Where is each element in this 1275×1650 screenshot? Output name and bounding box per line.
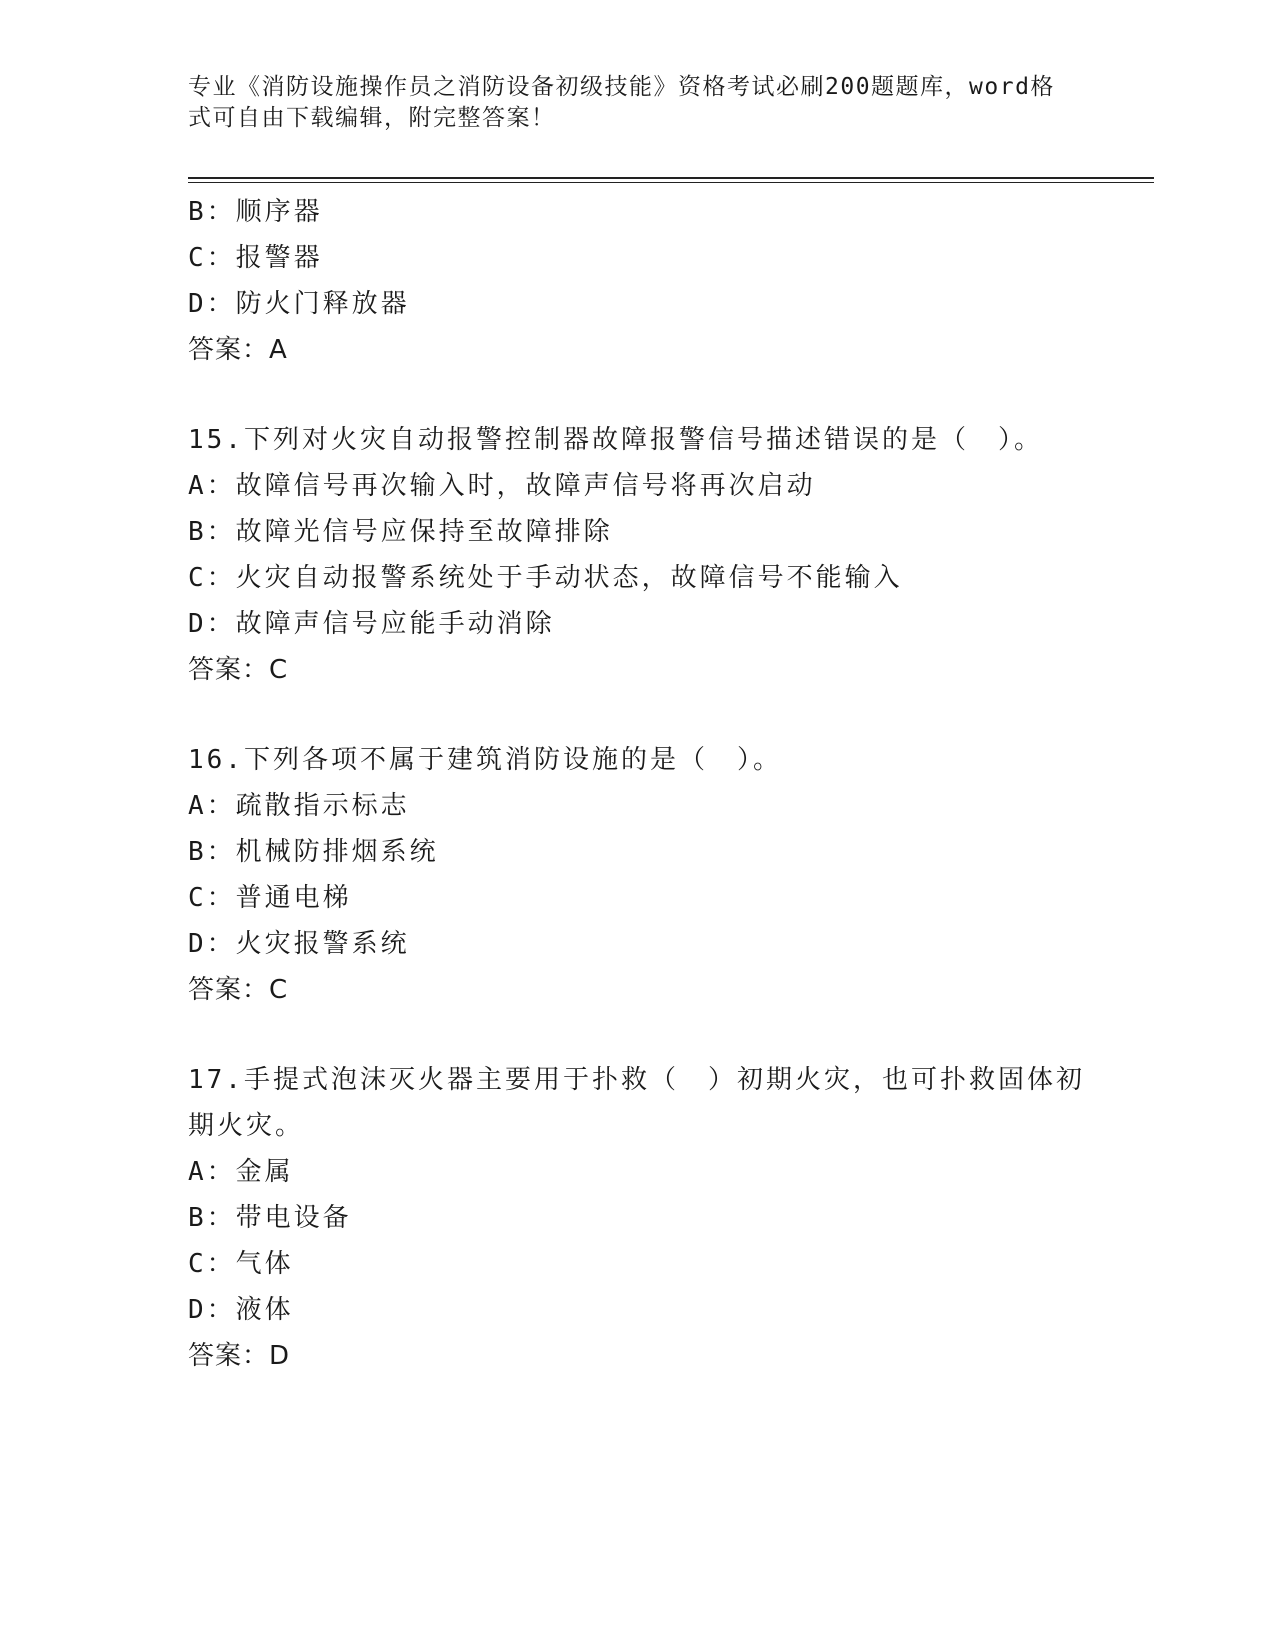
answer: 答案：A xyxy=(188,335,288,365)
header-rule-thick xyxy=(188,177,1154,179)
option-b: B：顺序器 xyxy=(188,197,323,227)
option-c: C：普通电梯 xyxy=(188,883,352,913)
option-c: C：气体 xyxy=(188,1249,294,1279)
question-17 xyxy=(188,1057,1088,1379)
question-15 xyxy=(188,417,1088,693)
question-stem: 15.下列对火灾自动报警控制器故障报警信号描述错误的是（ ）。 xyxy=(188,425,1043,455)
question-list xyxy=(188,189,1088,1379)
spacer xyxy=(188,693,1088,737)
option-b: B：故障光信号应保持至故障排除 xyxy=(188,517,613,547)
option-c: C：报警器 xyxy=(188,243,323,273)
question-stem-line-1: 17.手提式泡沫灭火器主要用于扑救（ ）初期火灾，也可扑救固体初 xyxy=(188,1065,1085,1095)
option-d: D：防火门释放器 xyxy=(188,289,410,319)
document-header xyxy=(188,72,1068,134)
option-a: A：疏散指示标志 xyxy=(188,791,410,821)
header-line-2: 式可自由下载编辑，附完整答案！ xyxy=(188,105,556,131)
question-14-continued xyxy=(188,189,1088,373)
header-line-1: 专业《消防设施操作员之消防设备初级技能》资格考试必刷200题题库，word格 xyxy=(188,74,1055,100)
option-d: D：液体 xyxy=(188,1295,294,1325)
answer: 答案：C xyxy=(188,975,289,1005)
answer: 答案：D xyxy=(188,1341,291,1371)
answer: 答案：C xyxy=(188,655,289,685)
spacer xyxy=(188,373,1088,417)
question-stem-line-2: 期火灾。 xyxy=(188,1111,305,1141)
option-a: A：故障信号再次输入时，故障声信号将再次启动 xyxy=(188,471,816,501)
spacer xyxy=(188,1013,1088,1057)
header-rule-thin xyxy=(188,182,1154,183)
option-d: D：火灾报警系统 xyxy=(188,929,410,959)
question-16 xyxy=(188,737,1088,1013)
option-b: B：带电设备 xyxy=(188,1203,352,1233)
option-d: D：故障声信号应能手动消除 xyxy=(188,609,555,639)
option-c: C：火灾自动报警系统处于手动状态，故障信号不能输入 xyxy=(188,563,903,593)
question-stem: 16.下列各项不属于建筑消防设施的是（ ）。 xyxy=(188,745,782,775)
option-a: A：金属 xyxy=(188,1157,294,1187)
option-b: B：机械防排烟系统 xyxy=(188,837,439,867)
